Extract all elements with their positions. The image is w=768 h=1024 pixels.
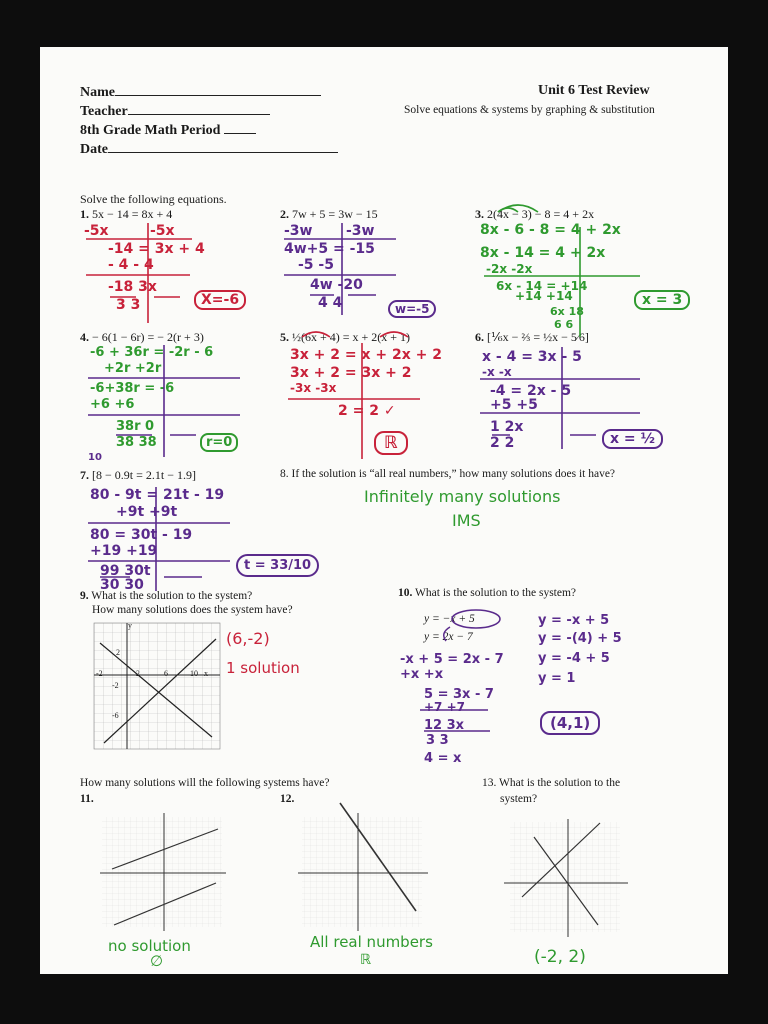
q11-answer: no solution: [108, 937, 191, 955]
p4-step: 38 38: [116, 435, 157, 450]
p6-step: -4 = 2x - 5: [490, 383, 572, 399]
p2-step: 4 4: [318, 295, 343, 311]
q10-sub-step: y = -x + 5: [538, 613, 610, 628]
date-label: Date: [80, 142, 108, 157]
q9-line1: What is the solution to the system?: [91, 590, 253, 602]
problem-number: 4.: [80, 330, 89, 344]
p6-step: 1 2x: [490, 419, 524, 435]
p7-tchart: [88, 487, 230, 591]
q9-answer2: 1 solution: [226, 659, 300, 677]
q10-step: 3 3: [426, 733, 449, 748]
p1-step: 3 3: [116, 297, 141, 313]
equation: 5x − 14 = 8x + 4: [92, 207, 173, 221]
section2-question: How many solutions will the following systems have?: [80, 777, 330, 789]
worksheet-drawings: [40, 47, 728, 974]
p3-step: 8x - 6 - 8 = 4 + 2x: [480, 222, 621, 238]
q10-step: +x +x: [400, 667, 444, 682]
instruction: Solve the following equations.: [80, 192, 227, 206]
p7-step: 80 = 30t - 19: [90, 527, 193, 543]
p3-tchart: [484, 205, 640, 337]
p3-step: -2x -2x: [486, 262, 533, 276]
p2-step: -3w: [284, 223, 313, 239]
problem-number: 1.: [80, 207, 89, 221]
name-label: Name: [80, 85, 115, 100]
equation: 7w + 5 = 3w − 15: [292, 207, 378, 221]
p1-step: -18 3x: [108, 279, 157, 295]
q10-line: What is the solution to the system?: [415, 587, 577, 599]
p7-step: +19 +19: [90, 543, 158, 559]
q12-real-numbers: ℝ: [360, 952, 372, 968]
p6-step: +5 +5: [490, 397, 538, 413]
q10-step: -x + 5 = 2x - 7: [400, 652, 504, 667]
p4-step: 38r 0: [116, 419, 155, 434]
problem-number: 5.: [280, 330, 289, 344]
p4-step: -6 + 36r = -2r - 6: [90, 345, 214, 360]
p5-tchart: [288, 332, 420, 459]
equation: − 6(1 − 6r) = − 2(r + 3): [92, 330, 204, 344]
p1-step: -5x: [84, 223, 109, 239]
problem-number: 10.: [398, 587, 413, 599]
p7-multiplier: 10: [88, 452, 102, 463]
problem-number: 9.: [80, 590, 89, 602]
p1-step: -5x: [150, 223, 175, 239]
p4-step: +2r +2r: [104, 361, 162, 376]
equation: ½(6x + 4) = x + 2(x + 1): [292, 330, 411, 344]
p4-step: +6 +6: [90, 397, 135, 412]
q12-graph: [298, 803, 428, 931]
page-subtitle: Solve equations & systems by graphing & substitution: [404, 104, 655, 116]
q10-step: +7 +7: [424, 700, 465, 714]
p2-step: -3w: [346, 223, 375, 239]
p7-step: 30 30: [100, 577, 144, 593]
q10-sub-step: y = -4 + 5: [538, 651, 610, 666]
p3-step: 6x - 14 = +14: [496, 279, 588, 293]
p7-step: 80 - 9t = 21t - 19: [90, 487, 225, 503]
p4-tchart: [88, 345, 240, 457]
p7-step: 99 30t: [100, 563, 151, 579]
p2-step: -5 -5: [298, 257, 334, 273]
p5-step: 3x + 2 = x + 2x + 2: [290, 347, 442, 363]
q10-eq1: y = −x + 5: [424, 613, 475, 625]
q11-graph: [100, 813, 226, 931]
problem-number: 6.: [475, 330, 484, 344]
teacher-label: Teacher: [80, 104, 128, 119]
q10-answer: (4,1): [540, 711, 600, 735]
p6-step: x - 4 = 3x - 5: [482, 349, 582, 365]
p6-tchart: [480, 347, 640, 449]
p2-step: 4w+5 = -15: [284, 241, 375, 257]
p5-step: 3x + 2 = 3x + 2: [290, 365, 412, 381]
page-title: Unit 6 Test Review: [538, 83, 650, 98]
q9-answer: (6,-2): [226, 629, 270, 648]
q10-step: 5 = 3x - 7: [424, 687, 494, 702]
problem-number: 3.: [475, 207, 484, 221]
q8-answer-abbrev: IMS: [452, 511, 481, 530]
problem-number: 2.: [280, 207, 289, 221]
grade-label: 8th Grade Math Period: [80, 123, 221, 138]
problem-number: 7.: [80, 468, 89, 482]
p2-step: 4w -20: [310, 277, 363, 293]
p2-answer: w=-5: [388, 300, 436, 318]
p3-step: 6x 18: [550, 305, 584, 318]
q8-answer: Infinitely many solutions: [364, 487, 561, 506]
equation: 2(4x − 3) − 8 = 4 + 2x: [487, 207, 595, 221]
p1-step: -14 = 3x + 4: [108, 241, 205, 257]
q10-step: 12 3x: [424, 718, 465, 733]
equation: [8 − 0.9t = 2.1t − 1.9]: [92, 468, 196, 482]
p5-step: -3x -3x: [290, 381, 337, 395]
q11-label: 11.: [80, 793, 94, 805]
p7-step: +9t +9t: [116, 504, 178, 520]
p2-tchart: [284, 223, 396, 315]
p4-answer: r=0: [200, 433, 238, 452]
q12-label: 12.: [280, 793, 295, 805]
q9-graph: [94, 623, 220, 749]
equation: [⅙x − ⅔ = ½x − 5⁄6]: [487, 330, 589, 344]
q11-empty-set: ∅: [150, 952, 164, 970]
p3-step: +14 +14: [515, 289, 573, 303]
p1-tchart: [86, 223, 192, 323]
p5-answer: ℝ: [374, 431, 408, 455]
q10-eq2: y = 2x − 7: [424, 631, 473, 643]
worksheet-page: [40, 47, 728, 974]
p3-step: 8x - 14 = 4 + 2x: [480, 245, 606, 261]
p6-answer: x = ½: [602, 429, 663, 449]
p1-step: - 4 - 4: [108, 257, 154, 273]
p4-step: -6+38r = -6: [90, 381, 175, 396]
p1-answer: X=-6: [194, 290, 246, 310]
q13-graph: [504, 819, 628, 937]
q13-label2: system?: [500, 793, 538, 805]
q8-text: 8. If the solution is “all real numbers,” how many solutions does it have?: [280, 468, 616, 480]
q10-step: 4 = x: [424, 751, 462, 766]
p6-step: 2 2: [490, 435, 515, 451]
q13-label: 13. What is the solution to the: [482, 777, 621, 789]
q9-text2: How many solutions does the system have?: [92, 604, 293, 616]
q10-substitution-mark: [420, 610, 500, 731]
p3-step: 6 6: [554, 318, 574, 331]
p7-answer: t = 33/10: [236, 554, 319, 577]
p5-step: 2 = 2 ✓: [338, 403, 396, 419]
q10-sub-step: y = -(4) + 5: [538, 631, 622, 646]
q13-answer: (-2, 2): [534, 947, 586, 967]
p6-step: -x -x: [482, 365, 512, 379]
p3-answer: x = 3: [634, 290, 690, 310]
q10-sub-step: y = 1: [538, 671, 576, 686]
q12-answer: All real numbers: [310, 933, 433, 951]
